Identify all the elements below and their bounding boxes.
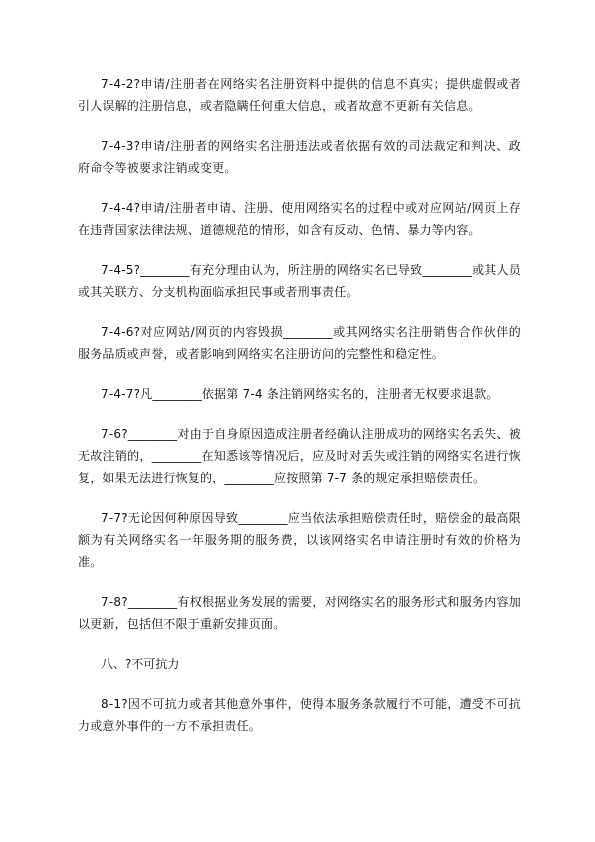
clause-7-4-7: 7-4-7?凡________依据第 7-4 条注销网络实名的，注册者无权要求退款。	[101, 387, 499, 401]
clause-7-4-2: 7-4-2?申请/注册者在网络实名注册资料中提供的信息不真实；提供虚假或者引人误解的注册信息，或者隐瞒任何重大信息，或者故意不更新有关信息。	[78, 77, 521, 113]
clause-8-1: 8-1?因不可抗力或者其他意外事件，使得本服务条款履行不可能，遭受不可抗力或意外事件的一方不承担责任。	[78, 697, 521, 733]
clause-7-4-5: 7-4-5?________有充分理由认为，所注册的网络实名已导致________或其人员或其关联方、分支机构面临承担民事或者刑事责任。	[78, 263, 521, 299]
section-heading: 八、?不可抗力	[101, 657, 180, 671]
clause-7-7: 7-7?无论因何种原因导致________应当依法承担赔偿责任时，赔偿金的最高限额为有关网络实名一年服务期的服务费，以该网络实名申请注册时有效的价格为准。	[78, 511, 521, 569]
clause-7-4-3: 7-4-3?申请/注册者的网络实名注册违法或者依据有效的司法裁定和判决、政府命令等被要求注销或变更。	[78, 139, 521, 175]
clause-7-4-4: 7-4-4?申请/注册者申请、注册、使用网络实名的过程中或对应网站/网页上存在违背国家法律法规、道德规范的情形，如含有反动、色情、暴力等内容。	[78, 201, 521, 237]
clause-7-8: 7-8?________有权根据业务发展的需要，对网络实名的服务形式和服务内容加以更新，包括但不限于重新安排页面。	[78, 595, 521, 631]
clause-7-4-6: 7-4-6?对应网站/网页的内容毁损________或其网络实名注册销售合作伙伴的服务品质或声誉，或者影响到网络实名注册访问的完整性和稳定性。	[78, 325, 521, 361]
clause-7-6: 7-6?________对由于自身原因造成注册者经确认注册成功的网络实名丢失、被无故注销的，________在知悉该等情况后，应及时对丢失或注销的网络实名进行恢复，如果无法进行恢复的，________应按照第 7-7 条的规定承担赔偿责任。	[78, 427, 521, 485]
document-body	[78, 73, 521, 755]
